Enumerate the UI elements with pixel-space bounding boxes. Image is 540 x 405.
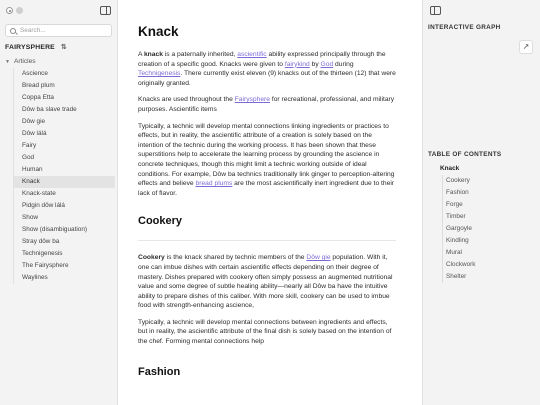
right-sidebar-header	[423, 0, 540, 22]
divider	[138, 240, 396, 241]
paragraph	[138, 95, 396, 114]
text: Typically, a technic will develop mental connections linking ingredients or practices to effects, but in reality, the ascientific attribute of a creation is solely based on the intention of the technic during the working process. It has been shown that these superstitions help to accelerate the learning process by grounding the ascience in concrete techniques, though this might limit a technic working outside of ideal conditions. For example, Dôw ba technics traditionally link ginger to perception-altering effects and believe	[138, 122, 395, 188]
text: Knacks are used throughout the	[138, 96, 235, 104]
toc-item[interactable]: Timber	[446, 213, 466, 220]
paragraph	[138, 253, 396, 311]
file-item[interactable]: Human	[22, 166, 43, 173]
link-fairysphere[interactable]: Fairysphere	[234, 96, 270, 104]
folder-label: Articles	[13, 58, 36, 65]
text: are the most ascientifically inert ingredient due to their lack of flavor.	[138, 180, 395, 197]
link-ascientific[interactable]: ascientific	[237, 51, 267, 58]
file-item[interactable]: Technigenesis	[22, 250, 63, 257]
chevron-updown-icon: ⇅	[60, 44, 67, 51]
toc-item[interactable]: Fashion	[446, 189, 469, 196]
text: during	[333, 60, 354, 68]
file-item[interactable]: Pidgin dôw lálá	[22, 202, 65, 209]
open-graph-icon[interactable]: ↗	[519, 40, 533, 54]
search-box[interactable]	[5, 24, 112, 37]
toc-item[interactable]: Shelter	[446, 273, 467, 280]
file-item[interactable]: Ascience	[22, 70, 48, 77]
file-item[interactable]: Show (disambiguation)	[22, 226, 88, 233]
link-dow-gie[interactable]: Dôw gie	[306, 254, 331, 262]
file-item[interactable]: Fairy	[22, 142, 37, 149]
link-technigenesis[interactable]: Technigenesis	[138, 70, 181, 78]
graph-section-title: INTERACTIVE GRAPH	[428, 24, 501, 31]
file-item[interactable]: Waylines	[22, 274, 48, 281]
file-item[interactable]: Knack-state	[22, 190, 56, 197]
collapse-right-sidebar-icon[interactable]	[430, 6, 441, 15]
page-title: Knack	[138, 24, 179, 39]
text: . There currently exist eleven (9) knacks out of the thirteen (12) that were originally granted.	[138, 70, 396, 87]
window-control-icon[interactable]	[16, 7, 23, 14]
file-explorer-sidebar	[0, 0, 118, 405]
file-list	[13, 68, 115, 284]
heading-fashion: Fashion	[138, 365, 181, 378]
paragraph: Typically, a technic will develop mental connections between ingredients and effects, but in reality, the ascientific attribute of the final dish is solely based on the intention of the chef. Forming mental connections help	[138, 318, 392, 346]
text: for recreational, professional, and military purposes. Ascientific items	[138, 96, 395, 113]
bold-term: Cookery	[138, 254, 165, 262]
file-item[interactable]: Stray dôw ba	[22, 238, 60, 245]
interactive-graph[interactable]	[428, 36, 535, 136]
toc-item[interactable]: Cookery	[446, 177, 470, 184]
toc-item[interactable]: Forge	[446, 201, 463, 208]
file-item[interactable]: The Fairysphere	[22, 262, 69, 269]
file-item[interactable]: Show	[22, 214, 38, 221]
chevron-down-icon: ▼	[5, 58, 10, 65]
link-bread-plums[interactable]: bread plums	[195, 180, 233, 188]
sidebar-header	[0, 0, 117, 22]
text: population. With it, one can imbue dishes with certain ascientific effects depending on their degree of mastery. Dishes prepared with cookery often simply possess an augmented nutritional value and some degree of subtle healing ability—nearly all Dôw ba have the intuitive ability to prepare dishes of this caliber. With more skill, cookery can be used to imbue food with strength-enhancing ascience,	[138, 254, 393, 310]
search-input[interactable]	[20, 27, 110, 34]
heading-cookery: Cookery	[138, 215, 183, 228]
file-item-active[interactable]: Knack	[14, 176, 115, 188]
bold-term: knack	[143, 51, 163, 58]
document-view	[118, 0, 422, 405]
toc-item[interactable]: Mural	[446, 249, 462, 256]
table-of-contents	[428, 163, 536, 283]
folder-articles[interactable]	[5, 58, 36, 65]
window-controls	[6, 7, 23, 14]
toc-item[interactable]: Kindling	[446, 237, 469, 244]
file-item[interactable]: Coppa Etta	[22, 94, 54, 101]
file-item[interactable]: Dôw lálá	[22, 130, 47, 137]
file-item[interactable]: God	[22, 154, 35, 161]
paragraph	[138, 50, 396, 88]
toc-guide-line	[442, 175, 443, 283]
text: ability expressed principally through the creation of a specific good. Knacks were given to	[138, 51, 386, 68]
toc-item-knack[interactable]: Knack	[440, 165, 460, 172]
article-content	[138, 24, 396, 391]
file-item[interactable]: Dôw ba slave trade	[22, 106, 77, 113]
toc-item[interactable]: Gargoyle	[446, 225, 472, 232]
search-icon	[10, 28, 16, 34]
vault-name: FAIRYSPHERE	[5, 43, 55, 51]
link-god[interactable]: God	[320, 60, 334, 68]
collapse-left-sidebar-icon[interactable]	[100, 6, 111, 15]
text: A	[138, 51, 144, 58]
right-sidebar	[422, 0, 540, 405]
vault-switcher[interactable]	[5, 43, 67, 51]
link-fairykind[interactable]: fairykind	[284, 60, 310, 68]
toc-item[interactable]: Clockwork	[446, 261, 476, 268]
file-item[interactable]: Dôw gie	[22, 118, 46, 125]
text: is the knack shared by technic members of the	[164, 254, 307, 262]
toc-section-title: TABLE OF CONTENTS	[428, 151, 502, 158]
ribbon-toggle-icon[interactable]	[6, 7, 13, 14]
file-item[interactable]: Bread plum	[22, 82, 55, 89]
text: by	[309, 60, 321, 68]
text: is a paternally inherited,	[162, 51, 238, 58]
paragraph	[138, 122, 396, 199]
